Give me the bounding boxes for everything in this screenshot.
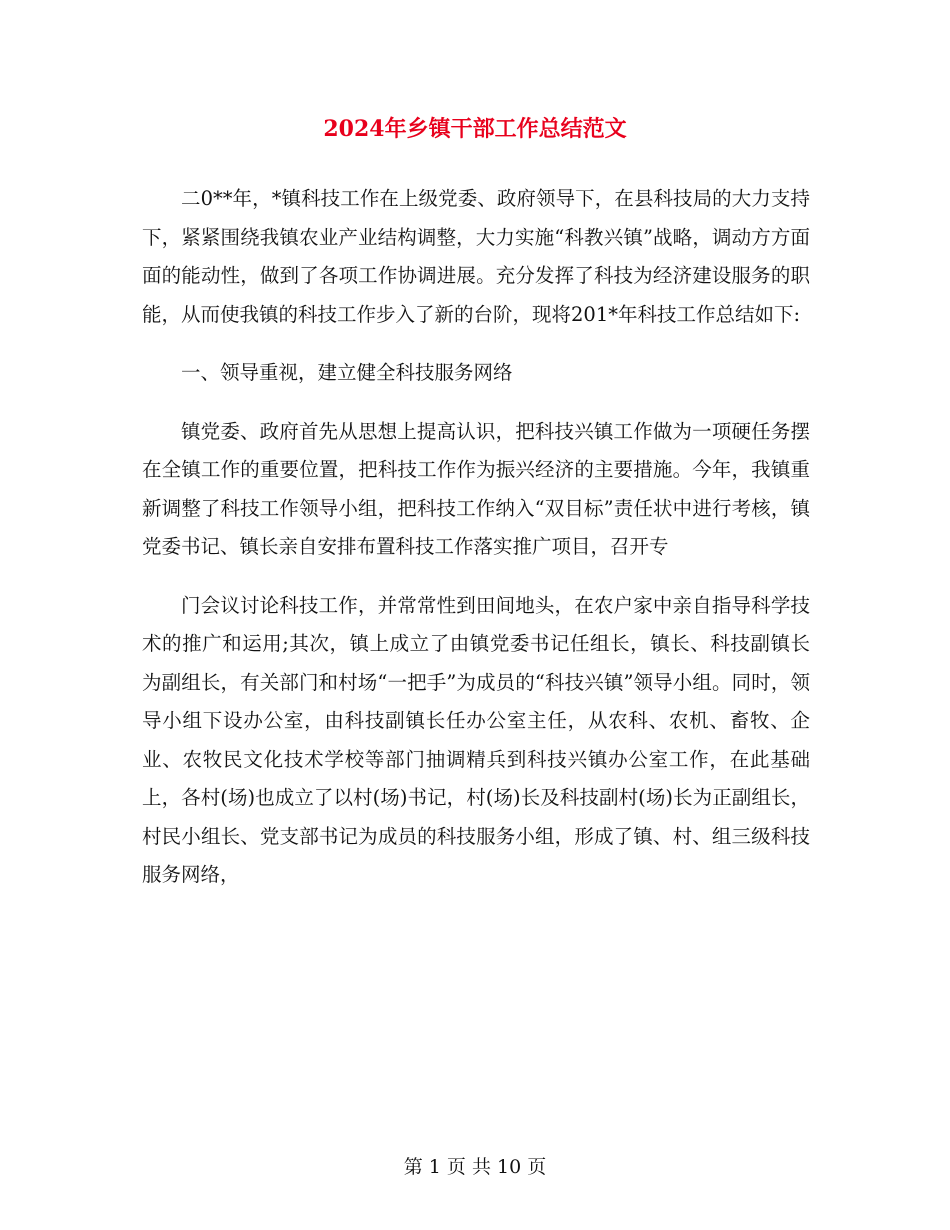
paragraph-network: 门会议讨论科技工作，并常常性到田间地头，在农户家中亲自指导科学技术的推广和运用;其次，镇上成立了由镇党委书记任组长，镇长、科技副镇长为副组长，有关部门和村场“一把手”为成员的“科技兴镇”领导小组。同时，领导小组下设办公室，由科技副镇长任办公室主任，从农科、农机、畜牧、企业、农牧民文化技术学校等部门抽调精兵到科技兴镇办公室工作，在此基础上，各村(场)也成立了以村(场)书记，村(场)长及科技副村(场)长为正副组长，村民小组长、党支部书记为成员的科技服务小组，形成了镇、村、组三级科技服务网络，: [142, 593, 810, 886]
paragraph-gap: [142, 393, 810, 413]
paragraph-gap: [142, 334, 810, 354]
document-body: [142, 180, 810, 895]
paragraph-leadership: 镇党委、政府首先从思想上提高认识，把科技兴镇工作做为一项硬任务摆在全镇工作的重要位置，把科技工作作为振兴经济的主要措施。今年，我镇重新调整了科技工作领导小组，把科技工作纳入“双目标”责任状中进行考核，镇党委书记、镇长亲自安排布置科技工作落实推广项目，召开专: [142, 419, 810, 558]
document-title: 2024年乡镇干部工作总结范文: [323, 116, 627, 142]
paragraph-intro: 二0**年，*镇科技工作在上级党委、政府领导下，在县科技局的大力支持下，紧紧围绕我镇农业产业结构调整，大力实施“科教兴镇”战略，调动方方面面的能动性，做到了各项工作协调进展。充分发挥了科技为经济建设服务的职能，从而使我镇的科技工作步入了新的台阶，现将201*年科技工作总结如下:: [142, 187, 810, 326]
paragraph-gap: [142, 567, 810, 587]
page-footer: 第 1 页 共 10 页: [403, 1156, 547, 1178]
section-heading: 一、领导重视，建立健全科技服务网络: [181, 361, 513, 384]
